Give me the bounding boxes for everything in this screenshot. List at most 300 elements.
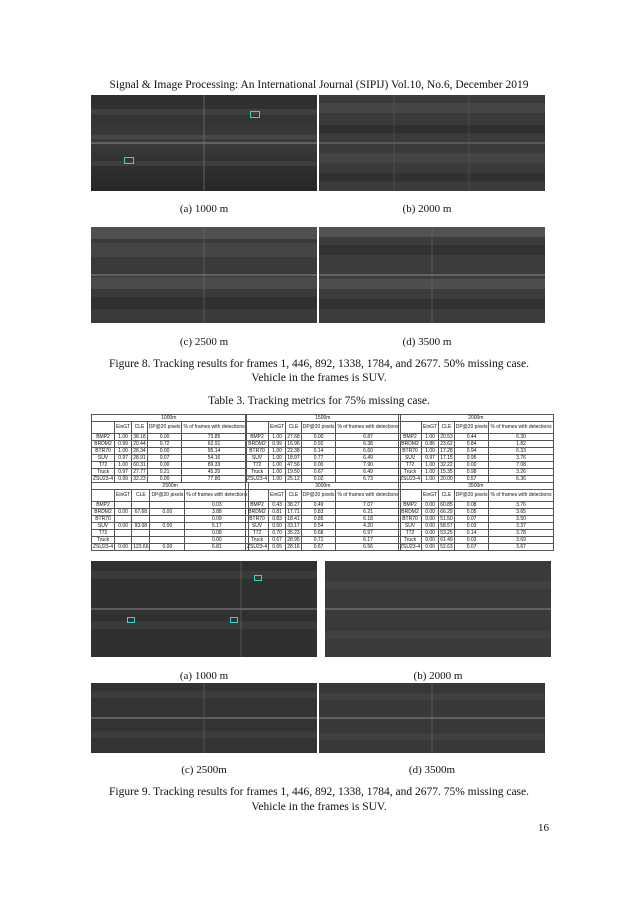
figure8-caption-line1: Figure 8. Tracking results for frames 1, 446, 892, 1338, 1784, and 2677. 50% missing case. <box>108 358 530 370</box>
column-header: EinGT <box>115 490 132 502</box>
table-row <box>92 544 249 551</box>
metric-value: 0.72 <box>147 441 182 448</box>
vehicle-name: BTR70 <box>246 516 269 523</box>
metric-value: 3.67 <box>489 544 553 551</box>
vehicle-name: T72 <box>92 462 115 469</box>
table-row <box>92 502 249 509</box>
metric-value: 0.00 <box>301 434 336 441</box>
table-row <box>399 509 554 516</box>
metric-value: 0.67 <box>301 469 336 476</box>
column-header: CLE <box>439 490 455 502</box>
vehicle-name: ZSU23-4 <box>93 476 114 482</box>
metric-value <box>115 502 132 509</box>
metrics-table <box>398 482 554 551</box>
vehicle-name: BTR70 <box>246 448 269 455</box>
metric-value: 7.90 <box>336 462 400 469</box>
table3-block-3000m <box>245 482 398 551</box>
metric-value: 0.99 <box>115 441 132 448</box>
vehicle-name: BTR70 <box>399 448 422 455</box>
metric-value: 123.66 <box>133 544 149 550</box>
fig9-subcaption-d: (d) 3500m <box>408 764 456 776</box>
metric-value: 0.81 <box>269 509 286 516</box>
metrics-table <box>91 482 249 551</box>
metric-value: 0.14 <box>301 448 336 455</box>
metric-value: 6.49 <box>336 469 400 476</box>
metric-value: 7.07 <box>336 502 400 509</box>
metric-value: 6.87 <box>336 434 400 441</box>
table-row <box>92 455 247 462</box>
table-row <box>246 441 401 448</box>
table-row <box>246 434 401 441</box>
metric-value: 73.85 <box>182 434 246 441</box>
header-blank <box>92 490 115 502</box>
metric-value: 33.17 <box>287 523 300 529</box>
metric-value: 27.68 <box>287 434 300 440</box>
metric-value: 0.21 <box>147 469 182 476</box>
metric-value: 0.70 <box>269 530 286 537</box>
range-label: 3500m <box>399 483 554 490</box>
metric-value: 62.91 <box>182 441 246 448</box>
metric-value: 0.65 <box>269 544 286 551</box>
column-header: % of frames with detections <box>489 422 553 434</box>
metric-value: 0.49 <box>301 502 336 509</box>
metric-value: 3.50 <box>489 516 553 523</box>
metrics-table <box>398 414 554 483</box>
table3-block-2000m <box>398 414 552 483</box>
metric-value: 0.00 <box>422 537 439 544</box>
metric-value: 6.81 <box>185 544 249 551</box>
metric-value: 1.00 <box>422 462 439 469</box>
metric-value: 23.62 <box>440 441 453 447</box>
metric-value: 0.00 <box>454 462 489 469</box>
metric-value: 54.16 <box>182 455 246 462</box>
metrics-table <box>91 414 247 483</box>
metric-value: 1.00 <box>269 476 286 483</box>
metric-value: 0.00 <box>150 509 185 516</box>
metric-value <box>115 537 132 544</box>
vehicle-name: T72 <box>246 530 269 537</box>
table-row <box>92 516 249 523</box>
metric-value: 77.80 <box>182 476 246 483</box>
metric-value: 6.49 <box>336 455 400 462</box>
column-header: CLE <box>286 422 302 434</box>
vehicle-name: T72 <box>399 462 422 469</box>
metric-value: 1.00 <box>115 462 132 469</box>
header-blank <box>246 490 269 502</box>
metric-value: 20.53 <box>440 434 453 440</box>
metric-value: 0.99 <box>115 476 132 483</box>
table-row <box>246 502 401 509</box>
table-row <box>399 523 554 530</box>
vehicle-name: BRDM2 <box>92 509 115 516</box>
metric-value: 0.03 <box>185 502 249 509</box>
metric-value: 52.63 <box>440 544 453 550</box>
metric-value: 0.14 <box>454 530 489 537</box>
table-row <box>399 544 554 551</box>
metric-value: 0.99 <box>269 441 286 448</box>
tracking-box <box>254 575 262 581</box>
fig9-subcaption-a: (a) 1000 m <box>179 670 229 682</box>
journal-header: Signal & Image Processing: An International Journal (SIPIJ) Vol.10, No.6, December 2019 <box>109 79 529 91</box>
table-row <box>246 509 401 516</box>
vehicle-name: Truck <box>399 469 422 476</box>
vehicle-name: BTR70 <box>399 516 422 523</box>
metric-value: 53.25 <box>440 530 453 536</box>
table-row <box>92 509 249 516</box>
metric-value: 0.00 <box>422 502 439 509</box>
metric-value: 22.38 <box>287 448 300 454</box>
metric-value: 0.57 <box>454 476 489 483</box>
vehicle-name: SUV <box>92 523 115 530</box>
metric-value: 0.77 <box>301 455 336 462</box>
metric-value: 1.82 <box>489 441 553 448</box>
column-header: CLE <box>132 490 150 502</box>
metric-value: 0.09 <box>185 516 249 523</box>
metric-value: 0.00 <box>147 476 182 483</box>
column-header: EinGT <box>269 490 286 502</box>
metric-value: 0.00 <box>422 530 439 537</box>
figure9-caption-line2: Vehicle in the frames is SUV. <box>251 801 387 813</box>
table-row <box>92 441 247 448</box>
metric-value: 17.71 <box>287 509 300 515</box>
metric-value: 28.91 <box>133 455 146 461</box>
metric-value <box>132 516 150 523</box>
table-row <box>399 441 554 448</box>
metric-value: 6.21 <box>336 509 400 516</box>
vehicle-name: BTR70 <box>92 516 115 523</box>
metric-value: 0.00 <box>147 462 182 469</box>
table-row <box>246 530 401 537</box>
metric-value: 45.20 <box>182 469 246 476</box>
metric-value: 0.00 <box>301 462 336 469</box>
vehicle-name: BRDM2 <box>246 509 269 516</box>
table-row <box>399 537 554 544</box>
range-label: 2500m <box>92 483 249 490</box>
column-header: % of frames with detections <box>182 422 246 434</box>
metric-value: 0.71 <box>301 537 336 544</box>
metric-value: 0.94 <box>454 448 489 455</box>
metric-value <box>150 530 185 537</box>
metric-value: 0.00 <box>147 434 182 441</box>
metric-value: 60.85 <box>440 502 453 508</box>
metric-value: 0.00 <box>422 516 439 523</box>
metric-value: 1.00 <box>422 476 439 483</box>
metric-value: 1.00 <box>422 469 439 476</box>
metric-value: 0.67 <box>301 544 336 551</box>
metric-value: 0.67 <box>269 537 286 544</box>
metric-value: 0.00 <box>422 523 439 530</box>
metric-value: 4.20 <box>336 523 400 530</box>
table-row <box>399 530 554 537</box>
table-row <box>92 448 247 455</box>
metric-value: 0.03 <box>454 523 489 530</box>
fig9-image-2500m <box>91 683 317 753</box>
metric-value: 1.00 <box>115 448 132 455</box>
metric-value: 0.08 <box>454 502 489 509</box>
metric-value: 0.97 <box>115 469 132 476</box>
metric-value: 0.98 <box>454 469 489 476</box>
metric-value: 47.56 <box>287 462 300 468</box>
metric-value: 18.41 <box>287 516 300 522</box>
page-number: 16 <box>538 822 549 834</box>
table-row <box>399 462 554 469</box>
fig8-image-1000m <box>91 95 317 191</box>
vehicle-name: BMP2 <box>399 502 422 509</box>
metric-value: 6.36 <box>489 476 553 483</box>
fig8-subcaption-c: (c) 2500 m <box>179 336 229 348</box>
metric-value: 67.68 <box>132 509 150 516</box>
fig9-image-2000m <box>325 561 551 657</box>
fig9-subcaption-c: (c) 2500m <box>181 764 227 776</box>
table-row <box>246 544 401 551</box>
metric-value: 0.07 <box>454 544 489 551</box>
metric-value: 0.44 <box>454 434 489 441</box>
metric-value: 0.00 <box>422 544 439 551</box>
metric-value: 0.00 <box>147 448 182 455</box>
metric-value: 0.07 <box>147 455 182 462</box>
column-header: DP@20 pixels <box>147 422 182 434</box>
table-row <box>399 469 554 476</box>
column-header: DP@20 pixels <box>301 422 336 434</box>
header-blank <box>246 422 269 434</box>
metric-value: 6.38 <box>336 441 400 448</box>
metric-value: 0.83 <box>269 516 286 523</box>
fig8-image-2000m <box>319 95 545 191</box>
vehicle-name: ZSU23-4 <box>247 476 268 482</box>
fig8-image-3500m <box>319 227 545 323</box>
column-header: DP@20 pixels <box>150 490 185 502</box>
metric-value: 0.00 <box>150 544 185 551</box>
tracking-box <box>124 157 134 164</box>
metric-value <box>150 516 185 523</box>
table-row <box>246 523 401 530</box>
fig8-subcaption-a: (a) 1000 m <box>179 203 229 215</box>
column-header: CLE <box>286 490 302 502</box>
metric-value <box>150 537 185 544</box>
metric-value: 28.16 <box>287 544 300 550</box>
tracking-box <box>230 617 238 623</box>
vehicle-name: BMP2 <box>399 434 422 441</box>
column-header: % of frames with detections <box>336 422 400 434</box>
figure8-caption-line2: Vehicle in the frames is SUV. <box>251 372 387 384</box>
metric-value: 3.78 <box>489 530 553 537</box>
metric-value: 6.73 <box>336 476 400 483</box>
vehicle-name: BMP2 <box>92 502 115 509</box>
metric-value: 0.05 <box>454 509 489 516</box>
metric-value: 18.97 <box>287 455 300 461</box>
metric-value: 17.15 <box>440 455 453 461</box>
vehicle-name: BRDM2 <box>399 441 422 448</box>
metric-value: 35.23 <box>287 530 300 536</box>
metric-value: 1.00 <box>269 469 286 476</box>
table3-title: Table 3. Tracking metrics for 75% missing case. <box>208 395 430 407</box>
metric-value: 6.17 <box>336 537 400 544</box>
vehicle-name: Truck <box>399 537 422 544</box>
metric-value: 58.57 <box>440 523 453 529</box>
metric-value: 32.22 <box>440 462 453 468</box>
metric-value: 38.18 <box>133 434 146 440</box>
header-blank <box>92 422 115 434</box>
metric-value: 0.07 <box>454 516 489 523</box>
metric-value: 0.08 <box>185 530 249 537</box>
metric-value: 3.69 <box>489 537 553 544</box>
metric-value <box>132 537 150 544</box>
metric-value: 1.00 <box>269 455 286 462</box>
metric-value: 6.97 <box>336 530 400 537</box>
metric-value: 1.00 <box>269 462 286 469</box>
metric-value: 17.28 <box>440 448 453 454</box>
metric-value: 0.92 <box>301 441 336 448</box>
metric-value: 3.65 <box>489 509 553 516</box>
metric-value: 15.35 <box>440 469 453 475</box>
metric-value: 0.97 <box>115 455 132 462</box>
vehicle-name: SUV <box>246 523 269 530</box>
vehicle-name: BTR70 <box>92 448 115 455</box>
vehicle-name: T72 <box>246 462 269 469</box>
metrics-table <box>245 482 401 551</box>
metric-value: 0.00 <box>422 509 439 516</box>
range-label: 1000m <box>92 415 247 422</box>
metric-value: 6.30 <box>489 434 553 441</box>
table3-block-1500m <box>245 414 398 483</box>
metric-value: 20.44 <box>133 441 146 447</box>
metric-value: 0.00 <box>185 537 249 544</box>
metrics-table <box>245 414 401 483</box>
metric-value: 6.60 <box>336 448 400 455</box>
fig8-subcaption-d: (d) 3500 m <box>402 336 452 348</box>
vehicle-name: Truck <box>246 537 269 544</box>
metric-value <box>115 516 132 523</box>
metric-value: 1.00 <box>269 448 286 455</box>
metric-value: 1.00 <box>422 434 439 441</box>
metric-value <box>115 530 132 537</box>
metric-value: 3.88 <box>185 509 249 516</box>
vehicle-name: SUV <box>246 455 269 462</box>
column-header: DP@20 pixels <box>454 490 489 502</box>
metric-value: 3.37 <box>489 523 553 530</box>
table-row <box>246 455 401 462</box>
table-row <box>399 455 554 462</box>
table-row <box>246 469 401 476</box>
column-header: CLE <box>132 422 148 434</box>
metric-value: 6.56 <box>336 544 400 551</box>
figure9-caption-line1: Figure 9. Tracking results for frames 1, 446, 892, 1338, 1784, and 2677. 75% missing case. <box>108 786 530 798</box>
column-header: DP@20 pixels <box>454 422 489 434</box>
fig8-image-2500m <box>91 227 317 323</box>
column-header: % of frames with detections <box>489 490 553 502</box>
metric-value: 25.12 <box>287 476 300 482</box>
vehicle-name: Truck <box>92 537 115 544</box>
metric-value: 27.77 <box>133 469 146 475</box>
metric-value: 19.50 <box>287 469 300 475</box>
column-header: DP@20 pixels <box>301 490 336 502</box>
metric-value: 1.00 <box>269 434 286 441</box>
metric-value: 3.26 <box>489 469 553 476</box>
fig9-image-3500m <box>319 683 545 753</box>
metric-value: 3.76 <box>489 502 553 509</box>
metric-value: 0.83 <box>301 509 336 516</box>
vehicle-name: ZSU23-4 <box>400 476 421 482</box>
column-header: % of frames with detections <box>185 490 249 502</box>
vehicle-name: BRDM2 <box>399 509 422 516</box>
vehicle-name: BMP2 <box>246 434 269 441</box>
metric-value: 66.29 <box>440 509 453 515</box>
vehicle-name: ZSU23-4 <box>247 544 268 550</box>
vehicle-name: BMP2 <box>246 502 269 509</box>
metric-value: 95.14 <box>182 448 246 455</box>
metric-value: 0.00 <box>115 544 132 551</box>
metric-value: 0.00 <box>115 509 132 516</box>
table3-block-1000m <box>91 414 245 483</box>
range-label: 1500m <box>246 415 401 422</box>
metric-value <box>132 530 150 537</box>
vehicle-name: BRDM2 <box>246 441 269 448</box>
metric-value <box>132 502 150 509</box>
metric-value: 5.17 <box>185 523 249 530</box>
table-row <box>246 537 401 544</box>
tracking-box <box>127 617 135 623</box>
metric-value: 3.76 <box>489 455 553 462</box>
table-row <box>399 448 554 455</box>
metric-value: 28.95 <box>287 537 300 543</box>
metric-value: 93.08 <box>132 523 150 530</box>
metric-value: 0.54 <box>301 523 336 530</box>
table-row <box>399 516 554 523</box>
column-header: EinGT <box>422 422 439 434</box>
vehicle-name: ZSU23-4 <box>93 544 114 550</box>
metric-value <box>150 502 185 509</box>
metric-value: 61.49 <box>440 537 453 543</box>
metric-value: 1.00 <box>422 448 439 455</box>
table-row <box>92 469 247 476</box>
metric-value: 28.34 <box>133 448 146 454</box>
metric-value: 0.02 <box>301 476 336 483</box>
metric-value: 16.96 <box>287 441 300 447</box>
metric-value: 0.97 <box>422 455 439 462</box>
column-header: CLE <box>439 422 455 434</box>
table3-block-3500m <box>398 482 552 551</box>
vehicle-name: T72 <box>399 530 422 537</box>
vehicle-name: SUV <box>92 455 115 462</box>
vehicle-name: T72 <box>92 530 115 537</box>
vehicle-name: BRDM2 <box>92 441 115 448</box>
metric-value: 51.50 <box>440 516 453 522</box>
fig9-image-1000m <box>91 561 317 657</box>
range-label: 3000m <box>246 483 401 490</box>
tracking-box <box>250 111 260 118</box>
column-header: % of frames with detections <box>336 490 400 502</box>
header-blank <box>399 490 422 502</box>
table3-block-2500m <box>91 482 248 551</box>
table-row <box>246 448 401 455</box>
table-row <box>92 434 247 441</box>
metric-value: 6.18 <box>336 516 400 523</box>
metric-value: 0.00 <box>115 523 132 530</box>
metric-value: 0.85 <box>301 516 336 523</box>
metric-value: 0.86 <box>422 441 439 448</box>
vehicle-name: Truck <box>92 469 115 476</box>
metric-value: 0.50 <box>269 523 286 530</box>
column-header: EinGT <box>422 490 439 502</box>
table-row <box>246 462 401 469</box>
metric-value: 0.03 <box>454 537 489 544</box>
table-row <box>92 530 249 537</box>
metric-value: 0.95 <box>454 455 489 462</box>
vehicle-name: SUV <box>399 455 422 462</box>
header-blank <box>399 422 422 434</box>
vehicle-name: SUV <box>399 523 422 530</box>
vehicle-name: ZSU23-4 <box>400 544 421 550</box>
